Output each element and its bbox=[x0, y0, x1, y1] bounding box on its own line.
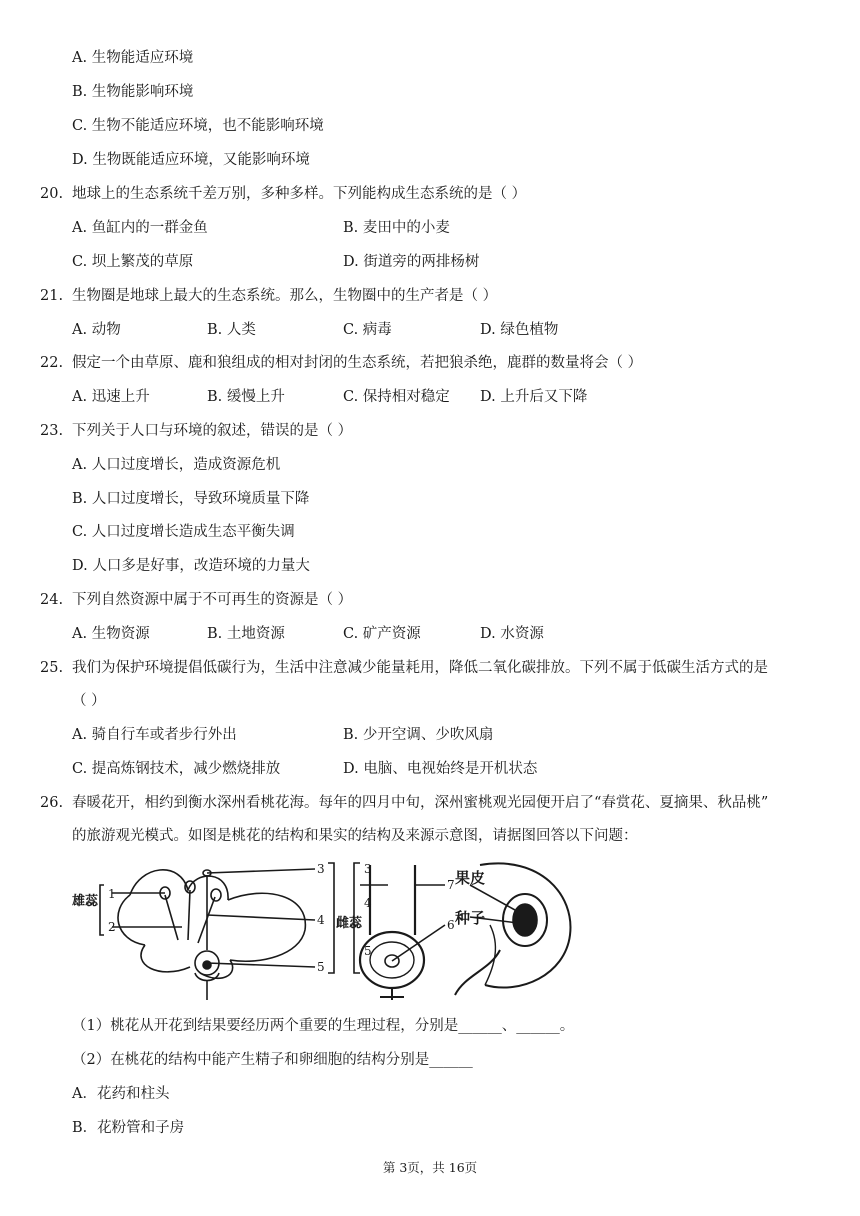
q21-option-b: B. 人类 bbox=[207, 322, 256, 338]
q24-number: 24. bbox=[40, 592, 64, 608]
q25-option-a: A. 骑自行车或者步行外出 bbox=[72, 727, 237, 743]
anther-3 bbox=[211, 889, 221, 901]
q25-stem: 我们为保护环境提倡低碳行为，生活中注意减少能量耗用，降低二氧化碳排放。下列不属于低碳生活方式的是 bbox=[72, 660, 768, 676]
q26-stem: 春暖花开，相约到衡水深州看桃花海。每年的四月中旬，深州蜜桃观光园便开启了“春赏花、夏摘果、秋品桃” bbox=[72, 795, 769, 811]
q22-option-b: B. 缓慢上升 bbox=[207, 389, 285, 405]
q20-option-d: D. 街道旁的两排杨树 bbox=[343, 254, 480, 270]
fruit-stem bbox=[455, 950, 500, 995]
q26-option-b: B．花粉管和子房 bbox=[72, 1120, 185, 1136]
q20-option-a: A. 鱼缸内的一群金鱼 bbox=[72, 220, 208, 236]
q22-option-d: D. 上升后又下降 bbox=[480, 389, 588, 405]
number-5: 5 bbox=[317, 960, 325, 974]
q25-number: 25. bbox=[40, 660, 64, 676]
q23-stem: 下列关于人口与环境的叙述，错误的是（ ） bbox=[72, 423, 353, 439]
q24-option-c: C. 矿产资源 bbox=[343, 626, 421, 642]
q23-option-b: B. 人口过度增长，导致环境质量下降 bbox=[72, 491, 310, 507]
q22-number: 22. bbox=[40, 355, 64, 371]
fruit-inner-line bbox=[485, 925, 495, 985]
q22-option-a: A. 迅速上升 bbox=[72, 389, 150, 405]
label-stamen: 雄蕊 bbox=[72, 894, 99, 909]
stamen-bracket bbox=[100, 885, 104, 935]
q24-option-d: D. 水资源 bbox=[480, 626, 544, 642]
q21-number: 21. bbox=[40, 288, 64, 304]
q23-option-a: A. 人口过度增长，造成资源危机 bbox=[72, 457, 281, 473]
number-6: 6 bbox=[447, 918, 455, 932]
ovule bbox=[203, 961, 211, 969]
q24-option-a: A. 生物资源 bbox=[72, 626, 150, 642]
label-pistil: 雌蕊 bbox=[336, 916, 363, 931]
diagram-svg bbox=[70, 855, 590, 1003]
q25-option-d: D. 电脑、电视始终是开机状态 bbox=[343, 761, 538, 777]
petal-outline-left bbox=[118, 895, 145, 945]
q23-option-d: D. 人口多是好事，改造环境的力量大 bbox=[72, 558, 310, 574]
q20-option-b: B. 麦田中的小麦 bbox=[343, 220, 450, 236]
q26-number: 26. bbox=[40, 795, 64, 811]
label-seed: 种子 bbox=[455, 909, 486, 927]
q25-option-c: C. 提高炼钢技术，减少燃烧排放 bbox=[72, 761, 281, 777]
ovary-wall-detail bbox=[370, 942, 414, 978]
petal-outline-bottom bbox=[141, 945, 190, 972]
q26-stem-continuation: 的旅游观光模式。如图是桃花的结构和果实的结构及来源示意图，请据图回答以下问题： bbox=[72, 828, 638, 844]
q21-option-d: D. 绿色植物 bbox=[480, 322, 559, 338]
number-2: 2 bbox=[108, 920, 116, 934]
q21-stem: 生物圈是地球上最大的生态系统。那么，生物圈中的生产者是（ ） bbox=[72, 288, 498, 304]
q25-option-b: B. 少开空调、少吹风扇 bbox=[343, 727, 494, 743]
pistil-bracket-left bbox=[328, 863, 334, 973]
number-3: 3 bbox=[317, 862, 325, 876]
q26-subquestion-2: （2）在桃花的结构中能产生精子和卵细胞的结构分别是______ bbox=[72, 1052, 473, 1068]
q19-option-a: A. 生物能适应环境 bbox=[72, 50, 194, 66]
stamen-filament-2 bbox=[188, 890, 190, 940]
number-4: 4 bbox=[317, 913, 325, 927]
q19-option-c: C. 生物不能适应环境，也不能影响环境 bbox=[72, 118, 324, 134]
leader-line-5 bbox=[207, 963, 315, 967]
q25-stem-continuation: （ ） bbox=[72, 693, 106, 709]
q21-option-c: C. 病毒 bbox=[343, 322, 392, 338]
leader-line-4 bbox=[207, 915, 315, 920]
number-5-mid: 5 bbox=[364, 944, 372, 958]
number-4-mid: 4 bbox=[364, 896, 372, 910]
seed-inner bbox=[513, 904, 537, 936]
q20-stem: 地球上的生态系统千差万别，多种多样。下列能构成生态系统的是（ ） bbox=[72, 186, 527, 202]
page-footer: 第 3页，共 16页 bbox=[382, 1160, 478, 1175]
q19-option-d: D. 生物既能适应环境，又能影响环境 bbox=[72, 152, 310, 168]
label-pericarp: 果皮 bbox=[455, 869, 486, 887]
q24-option-b: B. 土地资源 bbox=[207, 626, 285, 642]
petal-outline-top bbox=[130, 870, 228, 900]
q24-stem: 下列自然资源中属于不可再生的资源是（ ） bbox=[72, 592, 353, 608]
q26-option-a: A．花药和柱头 bbox=[72, 1086, 170, 1102]
q21-option-a: A. 动物 bbox=[72, 322, 121, 338]
q23-option-c: C. 人口过度增长造成生态平衡失调 bbox=[72, 524, 295, 540]
peach-flower-fruit-diagram bbox=[70, 855, 590, 1003]
q19-option-b: B. 生物能影响环境 bbox=[72, 84, 194, 100]
q20-option-c: C. 坝上繁茂的草原 bbox=[72, 254, 194, 270]
q20-number: 20. bbox=[40, 186, 64, 202]
leader-line-3 bbox=[207, 869, 315, 873]
q23-number: 23. bbox=[40, 423, 64, 439]
leader-line-pericarp bbox=[470, 885, 515, 910]
q22-option-c: C. 保持相对稳定 bbox=[343, 389, 450, 405]
petal-outline-right bbox=[228, 893, 305, 961]
stamen-filament-1 bbox=[165, 895, 178, 940]
number-7: 7 bbox=[447, 878, 455, 892]
q26-subquestion-1: （1）桃花从开花到结果要经历两个重要的生理过程，分别是______、______。 bbox=[72, 1018, 575, 1034]
number-1: 1 bbox=[108, 887, 116, 901]
q22-stem: 假定一个由草原、鹿和狼组成的相对封闭的生态系统，若把狼杀绝，鹿群的数量将会（ ） bbox=[72, 355, 643, 371]
number-3-mid: 3 bbox=[364, 862, 372, 876]
